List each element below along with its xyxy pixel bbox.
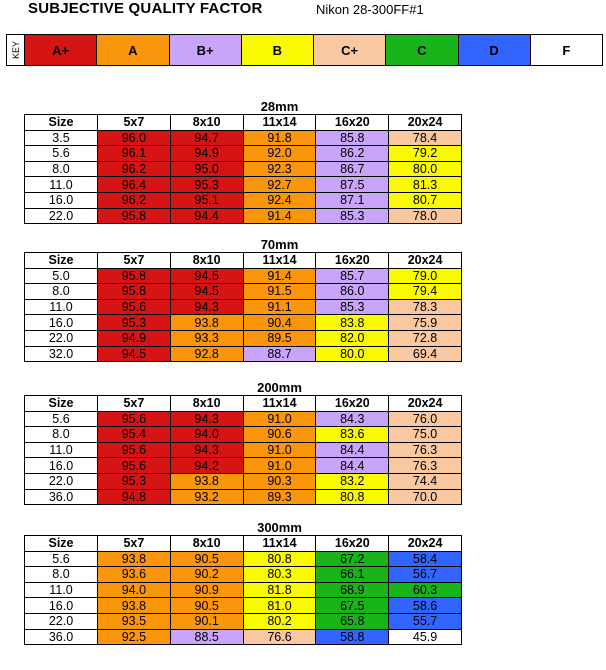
aperture-cell: 8.0: [25, 567, 98, 583]
quality-cell: 82.0: [316, 330, 389, 346]
quality-cell: 95.8: [98, 284, 171, 300]
quality-table: [24, 535, 462, 645]
quality-cell: 91.0: [243, 458, 316, 474]
quality-cell: 90.6: [243, 427, 316, 443]
aperture-cell: 16.0: [25, 315, 98, 331]
quality-cell: 90.3: [243, 473, 316, 489]
quality-cell: 91.0: [243, 411, 316, 427]
key-grade-f: F: [530, 35, 602, 66]
key-grade-c-plus: C+: [314, 35, 386, 66]
quality-cell: 93.8: [170, 473, 243, 489]
quality-cell: 75.0: [389, 427, 462, 443]
table-row: [25, 629, 462, 645]
quality-cell: 74.4: [389, 473, 462, 489]
key-label-text: KEY: [11, 40, 22, 60]
table-row: [25, 268, 462, 284]
key-grade-a-plus: A+: [25, 35, 97, 66]
table-row: [25, 130, 462, 146]
column-header: Size: [25, 253, 98, 269]
table-row: [25, 442, 462, 458]
quality-cell: 79.2: [389, 146, 462, 162]
quality-cell: 85.7: [316, 268, 389, 284]
table-header-row: [25, 253, 462, 269]
column-header: 20x24: [389, 396, 462, 412]
quality-cell: 94.4: [170, 208, 243, 224]
quality-cell: 94.8: [98, 489, 171, 505]
quality-cell: 95.4: [98, 427, 171, 443]
quality-cell: 84.4: [316, 442, 389, 458]
quality-cell: 80.8: [243, 551, 316, 567]
aperture-cell: 11.0: [25, 299, 98, 315]
quality-cell: 95.0: [170, 161, 243, 177]
table-row: [25, 146, 462, 162]
aperture-cell: 5.0: [25, 268, 98, 284]
column-header: 11x14: [243, 253, 316, 269]
quality-cell: 81.3: [389, 177, 462, 193]
quality-cell: 83.8: [316, 315, 389, 331]
quality-cell: 85.3: [316, 208, 389, 224]
quality-cell: 94.5: [170, 268, 243, 284]
table-row: [25, 208, 462, 224]
aperture-cell: 16.0: [25, 458, 98, 474]
aperture-cell: 5.6: [25, 146, 98, 162]
quality-cell: 66.1: [316, 567, 389, 583]
quality-cell: 80.2: [243, 613, 316, 629]
quality-cell: 58.6: [389, 598, 462, 614]
aperture-cell: 11.0: [25, 177, 98, 193]
quality-cell: 84.3: [316, 411, 389, 427]
quality-cell: 58.4: [389, 551, 462, 567]
quality-cell: 90.5: [170, 598, 243, 614]
quality-cell: 80.3: [243, 567, 316, 583]
quality-cell: 92.5: [98, 629, 171, 645]
quality-cell: 68.9: [316, 582, 389, 598]
column-header: 16x20: [316, 115, 389, 131]
quality-cell: 92.7: [243, 177, 316, 193]
quality-cell: 94.0: [170, 427, 243, 443]
column-header: 8x10: [170, 536, 243, 552]
key-grade-d: D: [458, 35, 530, 66]
column-header: 16x20: [316, 536, 389, 552]
column-header: 8x10: [170, 253, 243, 269]
aperture-cell: 16.0: [25, 598, 98, 614]
table-row: [25, 473, 462, 489]
quality-cell: 89.5: [243, 330, 316, 346]
column-header: 16x20: [316, 253, 389, 269]
quality-cell: 86.2: [316, 146, 389, 162]
table-row: [25, 330, 462, 346]
quality-cell: 94.7: [170, 130, 243, 146]
quality-cell: 96.2: [98, 192, 171, 208]
quality-cell: 81.0: [243, 598, 316, 614]
quality-cell: 79.0: [389, 268, 462, 284]
lens-name: Nikon 28-300FF#1: [316, 2, 424, 17]
quality-cell: 95.1: [170, 192, 243, 208]
aperture-cell: 22.0: [25, 208, 98, 224]
aperture-cell: 11.0: [25, 582, 98, 598]
table-row: [25, 315, 462, 331]
quality-cell: 80.0: [389, 161, 462, 177]
quality-cell: 76.3: [389, 442, 462, 458]
quality-cell: 96.4: [98, 177, 171, 193]
quality-table: [24, 395, 462, 505]
column-header: 5x7: [98, 115, 171, 131]
quality-cell: 94.2: [170, 458, 243, 474]
column-header: 8x10: [170, 396, 243, 412]
table-row: [25, 346, 462, 362]
column-header: 11x14: [243, 396, 316, 412]
key-grade-b-plus: B+: [169, 35, 241, 66]
quality-cell: 69.4: [389, 346, 462, 362]
quality-cell: 95.3: [170, 177, 243, 193]
quality-cell: 84.4: [316, 458, 389, 474]
key-grade-a: A: [97, 35, 169, 66]
key-grade-c: C: [386, 35, 458, 66]
column-header: 5x7: [98, 253, 171, 269]
column-header: Size: [25, 536, 98, 552]
table-row: [25, 489, 462, 505]
quality-cell: 96.0: [98, 130, 171, 146]
quality-cell: 45.9: [389, 629, 462, 645]
quality-cell: 67.2: [316, 551, 389, 567]
quality-cell: 95.3: [98, 473, 171, 489]
quality-cell: 94.0: [98, 582, 171, 598]
section-heading: 70mm: [260, 237, 299, 252]
quality-cell: 91.0: [243, 442, 316, 458]
quality-cell: 81.8: [243, 582, 316, 598]
section-28mm: [24, 99, 461, 224]
quality-cell: 94.9: [98, 330, 171, 346]
aperture-cell: 22.0: [25, 613, 98, 629]
quality-cell: 88.5: [170, 629, 243, 645]
quality-cell: 90.4: [243, 315, 316, 331]
section-70mm: [24, 237, 461, 362]
quality-cell: 92.8: [170, 346, 243, 362]
quality-cell: 78.4: [389, 130, 462, 146]
table-row: [25, 299, 462, 315]
quality-cell: 96.2: [98, 161, 171, 177]
quality-cell: 67.5: [316, 598, 389, 614]
quality-cell: 90.5: [170, 551, 243, 567]
table-row: [25, 284, 462, 300]
quality-cell: 90.1: [170, 613, 243, 629]
quality-cell: 80.8: [316, 489, 389, 505]
quality-cell: 56.7: [389, 567, 462, 583]
aperture-cell: 22.0: [25, 330, 98, 346]
quality-cell: 91.1: [243, 299, 316, 315]
table-row: [25, 458, 462, 474]
aperture-cell: 22.0: [25, 473, 98, 489]
quality-cell: 94.3: [170, 299, 243, 315]
column-header: Size: [25, 396, 98, 412]
grade-key-row: [7, 35, 603, 66]
quality-cell: 78.0: [389, 208, 462, 224]
aperture-cell: 5.6: [25, 551, 98, 567]
section-heading: 200mm: [257, 380, 302, 395]
quality-cell: 93.8: [170, 315, 243, 331]
quality-cell: 83.6: [316, 427, 389, 443]
quality-cell: 93.5: [98, 613, 171, 629]
column-header: Size: [25, 115, 98, 131]
quality-cell: 91.4: [243, 268, 316, 284]
column-header: 8x10: [170, 115, 243, 131]
aperture-cell: 8.0: [25, 427, 98, 443]
section-heading: 300mm: [257, 520, 302, 535]
quality-cell: 96.1: [98, 146, 171, 162]
quality-cell: 79.4: [389, 284, 462, 300]
quality-cell: 65.8: [316, 613, 389, 629]
quality-cell: 86.0: [316, 284, 389, 300]
quality-cell: 94.3: [170, 411, 243, 427]
table-row: [25, 427, 462, 443]
quality-cell: 94.3: [170, 442, 243, 458]
table-row: [25, 551, 462, 567]
table-row: [25, 161, 462, 177]
quality-cell: 93.3: [170, 330, 243, 346]
quality-cell: 94.5: [98, 346, 171, 362]
quality-cell: 91.4: [243, 208, 316, 224]
quality-cell: 95.3: [98, 315, 171, 331]
table-header-row: [25, 115, 462, 131]
column-header: 11x14: [243, 536, 316, 552]
quality-cell: 72.8: [389, 330, 462, 346]
column-header: 20x24: [389, 536, 462, 552]
aperture-cell: 36.0: [25, 629, 98, 645]
column-header: 20x24: [389, 115, 462, 131]
quality-cell: 95.6: [98, 442, 171, 458]
table-row: [25, 567, 462, 583]
table-row: [25, 177, 462, 193]
quality-cell: 93.2: [170, 489, 243, 505]
quality-cell: 92.4: [243, 192, 316, 208]
quality-cell: 95.8: [98, 208, 171, 224]
column-header: 20x24: [389, 253, 462, 269]
aperture-cell: 32.0: [25, 346, 98, 362]
table-row: [25, 582, 462, 598]
quality-cell: 90.2: [170, 567, 243, 583]
quality-cell: 86.7: [316, 161, 389, 177]
section-heading: 28mm: [260, 99, 299, 114]
quality-cell: 93.8: [98, 598, 171, 614]
aperture-cell: 8.0: [25, 161, 98, 177]
quality-cell: 90.9: [170, 582, 243, 598]
quality-cell: 94.5: [170, 284, 243, 300]
quality-cell: 70.0: [389, 489, 462, 505]
aperture-cell: 3.5: [25, 130, 98, 146]
quality-cell: 85.8: [316, 130, 389, 146]
quality-cell: 60.3: [389, 582, 462, 598]
key-label: [7, 35, 25, 66]
table-row: [25, 411, 462, 427]
section-200mm: [24, 380, 461, 505]
quality-cell: 80.0: [316, 346, 389, 362]
quality-cell: 95.6: [98, 299, 171, 315]
quality-cell: 92.3: [243, 161, 316, 177]
quality-cell: 92.0: [243, 146, 316, 162]
table-row: [25, 598, 462, 614]
quality-cell: 87.5: [316, 177, 389, 193]
aperture-cell: 11.0: [25, 442, 98, 458]
aperture-cell: 8.0: [25, 284, 98, 300]
column-header: 5x7: [98, 536, 171, 552]
quality-cell: 76.3: [389, 458, 462, 474]
quality-cell: 75.9: [389, 315, 462, 331]
aperture-cell: 36.0: [25, 489, 98, 505]
table-header-row: [25, 396, 462, 412]
quality-cell: 89.3: [243, 489, 316, 505]
key-grade-b: B: [241, 35, 313, 66]
quality-cell: 93.6: [98, 567, 171, 583]
quality-cell: 95.6: [98, 458, 171, 474]
aperture-cell: 5.6: [25, 411, 98, 427]
quality-cell: 78.3: [389, 299, 462, 315]
quality-cell: 91.8: [243, 130, 316, 146]
quality-cell: 58.8: [316, 629, 389, 645]
page-title: SUBJECTIVE QUALITY FACTOR: [28, 0, 263, 17]
table-header-row: [25, 536, 462, 552]
table-row: [25, 613, 462, 629]
quality-cell: 95.8: [98, 268, 171, 284]
quality-cell: 94.9: [170, 146, 243, 162]
quality-cell: 93.8: [98, 551, 171, 567]
quality-cell: 85.3: [316, 299, 389, 315]
column-header: 5x7: [98, 396, 171, 412]
quality-cell: 55.7: [389, 613, 462, 629]
quality-cell: 76.0: [389, 411, 462, 427]
quality-cell: 88.7: [243, 346, 316, 362]
quality-cell: 83.2: [316, 473, 389, 489]
grade-key: [6, 34, 603, 66]
quality-cell: 80.7: [389, 192, 462, 208]
section-300mm: [24, 520, 461, 645]
column-header: 11x14: [243, 115, 316, 131]
quality-cell: 87.1: [316, 192, 389, 208]
quality-cell: 95.6: [98, 411, 171, 427]
quality-cell: 91.5: [243, 284, 316, 300]
quality-cell: 76.6: [243, 629, 316, 645]
quality-table: [24, 252, 462, 362]
quality-table: [24, 114, 462, 224]
table-row: [25, 192, 462, 208]
column-header: 16x20: [316, 396, 389, 412]
aperture-cell: 16.0: [25, 192, 98, 208]
